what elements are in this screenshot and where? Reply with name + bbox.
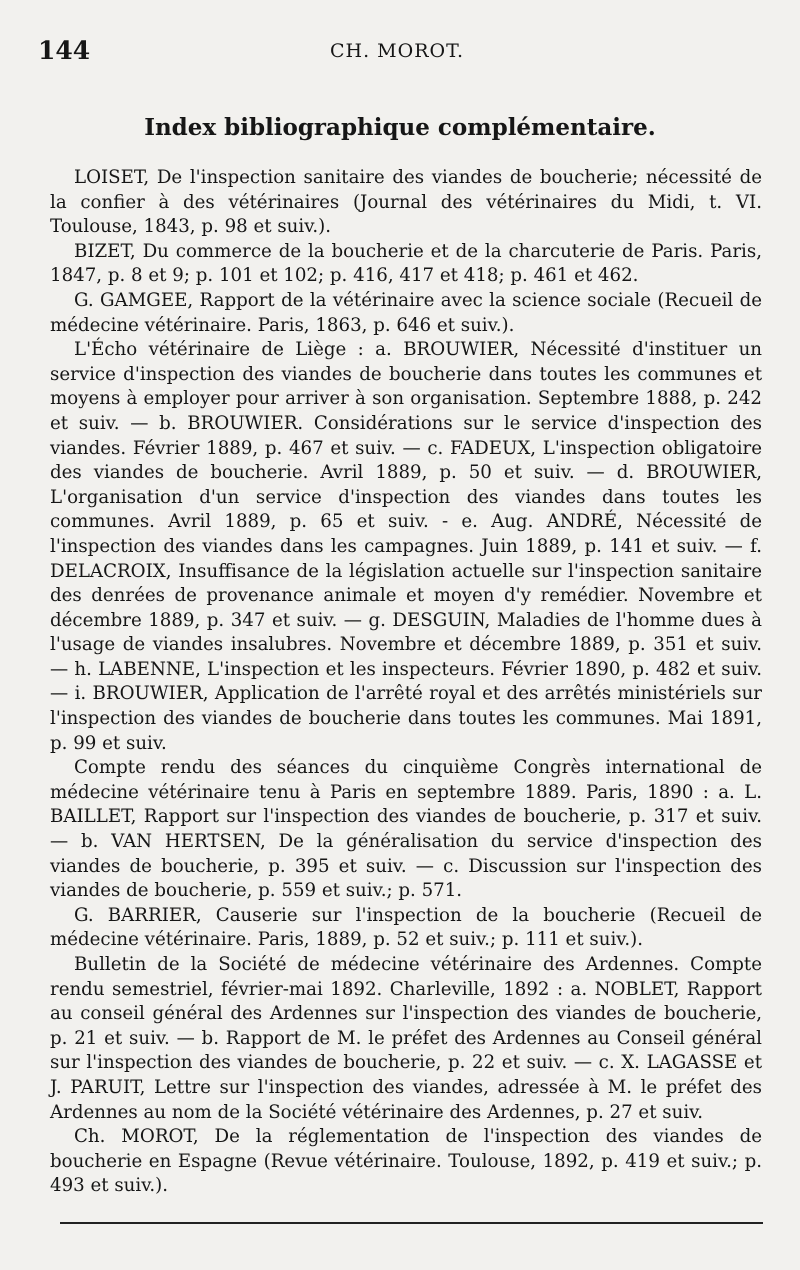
bibliography-entry: G. GAMGEE, Rapport de la vétérinaire avec la science sociale (Recueil de médecine vétérinaire. Paris, 1863, p. 646 et suiv.). [50, 289, 762, 336]
bibliography-list [50, 166, 762, 1199]
bibliography-entry: Ch. MOROT, De la réglementation de l'inspection des viandes de boucherie en Espagne (Revue vétérinaire. Toulouse, 1892, p. 419 et suiv.; p. 493 et suiv.). [50, 1126, 762, 1197]
running-head: CH. MOROT. [330, 40, 465, 62]
bottom-rule [60, 1222, 763, 1224]
page-number: 144 [38, 36, 91, 65]
section-title: Index bibliographique complémentaire. [144, 114, 656, 141]
bibliography-entry: L'Écho vétérinaire de Liège : a. BROUWIER, Nécessité d'instituer un service d'inspection des viandes de boucherie dans toutes les communes et moyens à employer pour arriver à son organisation. Septembre 1888, p. 242 et suiv. — b. BROUWIER. Considérations sur le service d'inspection des viandes. Février 1889, p. 467 et suiv. — c. FADEUX, L'inspection obligatoire des viandes de boucherie. Avril 1889, p. 50 et suiv. — d. BROUWIER, L'organisation d'un service d'inspection des viandes dans toutes les communes. Avril 1889, p. 65 et suiv. - e. Aug. ANDRÉ, Nécessité de l'inspection des viandes dans les campagnes. Juin 1889, p. 141 et suiv. — f. DELACROIX, Insuffisance de la législation actuelle sur l'inspection sanitaire des denrées de provenance animale et moyen d'y remédier. Novembre et décembre 1889, p. 347 et suiv. — g. DESGUIN, Maladies de l'homme dues à l'usage de viandes insalubres. Novembre et décembre 1889, p. 351 et suiv. — h. LABENNE, L'inspection et les inspecteurs. Février 1890, p. 482 et suiv. — i. BROUWIER, Application de l'arrêté royal et des arrêtés ministériels sur l'inspection des viandes de boucherie dans toutes les communes. Mai 1891, p. 99 et suiv. [50, 339, 762, 754]
bibliography-entry: G. BARRIER, Causerie sur l'inspection de la boucherie (Recueil de médecine vétérinaire. Paris, 1889, p. 52 et suiv.; p. 111 et suiv.). [50, 904, 762, 951]
bibliography-entry: BIZET, Du commerce de la boucherie et de la charcuterie de Paris. Paris, 1847, p. 8 et 9; p. 101 et 102; p. 416, 417 et 418; p. 461 et 462. [50, 240, 762, 287]
bibliography-entry: Compte rendu des séances du cinquième Congrès international de médecine vétérinaire tenu à Paris en septembre 1889. Paris, 1890 : a. L. BAILLET, Rapport sur l'inspection des viandes de boucherie, p. 317 et suiv. — b. VAN HERTSEN, De la généralisation du service d'inspection des viandes de boucherie, p. 395 et suiv. — c. Discussion sur l'inspection des viandes de boucherie, p. 559 et suiv.; p. 571. [50, 757, 762, 902]
bibliography-entry: LOISET, De l'inspection sanitaire des viandes de boucherie; nécessité de la confier à des vétérinaires (Journal des vétérinaires du Midi, t. VI. Toulouse, 1843, p. 98 et suiv.). [50, 167, 762, 238]
bibliography-entry: Bulletin de la Société de médecine vétérinaire des Ardennes. Compte rendu semestriel, février-mai 1892. Charleville, 1892 : a. NOBLET, Rapport au conseil général des Ardennes sur l'inspection des viandes de boucherie, p. 21 et suiv. — b. Rapport de M. le préfet des Ardennes au Conseil général sur l'inspection des viandes de boucherie, p. 22 et suiv. — c. X. LAGASSE et J. PARUIT, Lettre sur l'inspection des viandes, adressée à M. le préfet des Ardennes au nom de la Société vétérinaire des Ardennes, p. 27 et suiv. [50, 954, 762, 1123]
